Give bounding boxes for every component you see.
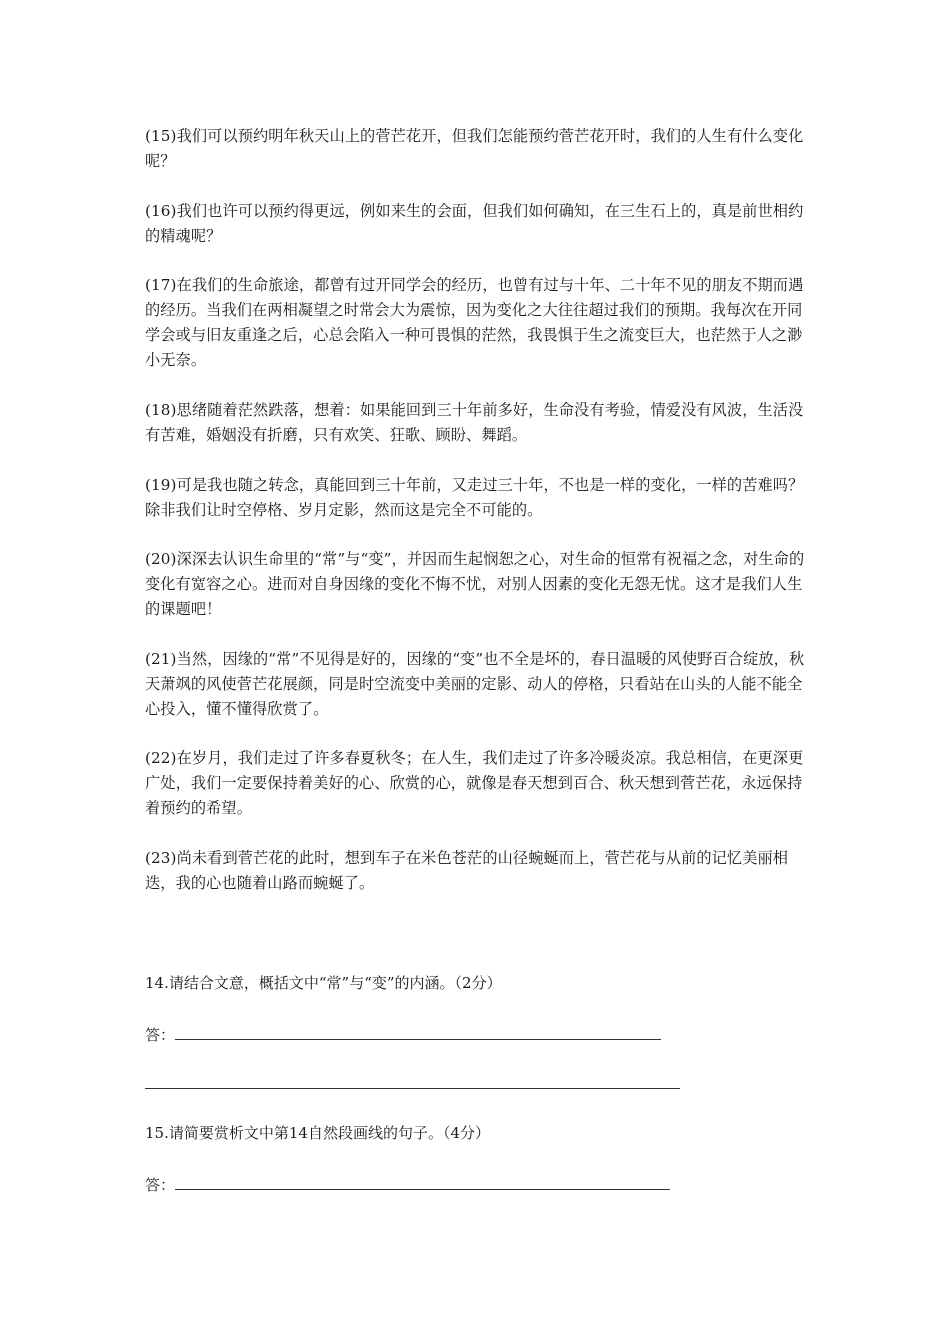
answer-label: 答： (145, 1026, 176, 1044)
answer-row-15 (145, 1173, 670, 1196)
answer-row-14 (145, 1023, 661, 1046)
paragraph-21: (21)当然，因缘的“常”不见得是好的，因缘的“变”也不全是坏的，春日温暖的风使野百合绽放，秋天萧飒的风使菅芒花展颜，同是时空流变中美丽的定影、动人的停格，只看站在山头的人能不能全心投入，懂不懂得欣赏了。 (145, 650, 805, 718)
question-14: 14.请结合文意，概括文中“常”与“变”的内涵。（2分） (145, 974, 502, 992)
paragraph-17: (17)在我们的生命旅途，都曾有过开同学会的经历，也曾有过与十年、二十年不见的朋友不期而遇的经历。当我们在两相凝望之时常会大为震惊，因为变化之大往往超过我们的预期。我每次在开同学会或与旧友重逢之后，心总会陷入一种可畏惧的茫然，我畏惧于生之流变巨大，也茫然于人之渺小无奈。 (145, 276, 804, 369)
answer-label: 答： (145, 1176, 176, 1194)
answer-blank-14b[interactable] (145, 1088, 680, 1089)
answer-blank-15a[interactable] (175, 1173, 670, 1190)
paragraph-22: (22)在岁月，我们走过了许多春夏秋冬；在人生，我们走过了许多冷暖炎凉。我总相信，在更深更广处，我们一定要保持着美好的心、欣赏的心，就像是春天想到百合、秋天想到菅芒花，永远保持着预约的希望。 (145, 749, 804, 817)
paragraph-18: (18)思绪随着茫然跌落，想着：如果能回到三十年前多好，生命没有考验，情爱没有风波，生活没有苦难，婚姻没有折磨，只有欢笑、狂歌、顾盼、舞蹈。 (145, 401, 804, 444)
paragraph-16: (16)我们也许可以预约得更远，例如来生的会面，但我们如何确知，在三生石上的，真是前世相约的精魂呢？ (145, 202, 804, 245)
answer-blank-14a[interactable] (175, 1023, 661, 1040)
paragraph-15: (15)我们可以预约明年秋天山上的菅芒花开，但我们怎能预约菅芒花开时，我们的人生有什么变化呢？ (145, 127, 804, 170)
paragraph-23: (23)尚未看到菅芒花的此时，想到车子在米色苍茫的山径蜿蜒而上，菅芒花与从前的记忆美丽相迭，我的心也随着山路而蜿蜒了。 (145, 849, 789, 892)
paragraph-20: (20)深深去认识生命里的“常”与“变”，并因而生起悯恕之心，对生命的恒常有祝福之念，对生命的变化有宽容之心。进而对自身因缘的变化不悔不忧，对别人因素的变化无怨无忧。这才是我们人生的课题吧！ (145, 550, 805, 618)
paragraph-19: (19)可是我也随之转念，真能回到三十年前，又走过三十年，不也是一样的变化，一样的苦难吗？除非我们让时空停格、岁月定影，然而这是完全不可能的。 (145, 476, 804, 519)
question-15: 15.请简要赏析文中第14自然段画线的句子。（4分） (145, 1124, 490, 1142)
